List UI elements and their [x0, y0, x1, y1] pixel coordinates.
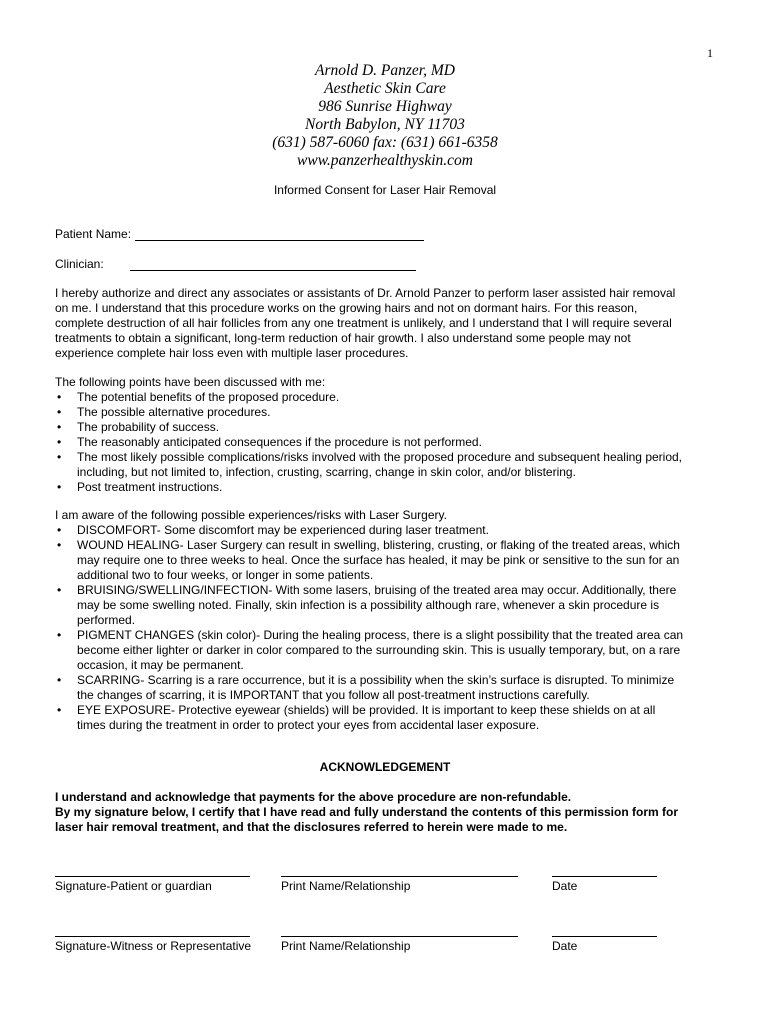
print-name-label-1: Print Name/Relationship	[281, 879, 411, 893]
witness-signature-label: Signature-Witness or Representative	[55, 939, 252, 953]
clinician-field[interactable]	[130, 270, 416, 271]
text-line: The reasonably anticipated consequences if the procedure is not performed.	[77, 435, 482, 449]
text-line: By my signature below, I certify that I have read and fully understand the contents of this permission form for	[55, 805, 678, 819]
bullet-icon: •	[57, 435, 62, 449]
bullet-icon: •	[57, 450, 62, 464]
discussed-list	[55, 390, 735, 495]
text-line: may require one to three weeks to heal. Once the surface has healed, it may be pink or sensitive to the sun for an	[77, 553, 680, 567]
text-line: The probability of success.	[77, 420, 220, 434]
text-line: BRUISING/SWELLING/INFECTION- With some lasers, bruising of the treated area may occur. Additionally, there	[77, 583, 677, 597]
patient-name-field[interactable]	[135, 240, 424, 241]
text-line: Post treatment instructions.	[77, 480, 223, 494]
risks-list	[55, 523, 735, 733]
text-line: performed.	[77, 613, 136, 627]
list-item	[55, 420, 735, 435]
date-label-2: Date	[552, 939, 578, 953]
text-line: additional two to four weeks, or longer in some patients.	[77, 568, 374, 582]
list-item	[55, 703, 735, 733]
text-line: EYE EXPOSURE- Protective eyewear (shields) will be provided. It is important to keep these shields on at all	[77, 703, 656, 717]
list-item	[55, 538, 735, 583]
list-item	[55, 583, 735, 628]
text-line: I understand and acknowledge that payments for the above procedure are non-refundable.	[55, 790, 572, 804]
bullet-icon: •	[57, 583, 62, 597]
list-item	[55, 628, 735, 673]
text-line: including, but not limited to, infection, crusting, scarring, change in skin color, and/or blistering.	[77, 465, 576, 479]
bullet-icon: •	[57, 420, 62, 434]
bullet-icon: •	[57, 405, 62, 419]
risks-section	[55, 508, 735, 733]
risks-intro: I am aware of the following possible experiences/risks with Laser Surgery.	[55, 508, 447, 522]
patient-signature-field[interactable]	[55, 876, 250, 877]
acknowledgement-heading: ACKNOWLEDGEMENT	[319, 760, 451, 774]
text-line: PIGMENT CHANGES (skin color)- During the healing process, there is a slight possibility that the treated area can	[77, 628, 684, 642]
print-name-field-1[interactable]	[281, 876, 518, 877]
phone-fax: (631) 587-6060 fax: (631) 661-6358	[272, 134, 498, 151]
text-line: laser hair removal treatment, and that the disclosures referred to herein were made to me.	[55, 820, 568, 834]
doctor-name: Arnold D. Panzer, MD	[315, 62, 455, 79]
bullet-icon: •	[57, 628, 62, 642]
text-line: I hereby authorize and direct any associates or assistants of Dr. Arnold Panzer to perform laser assisted hair removal	[55, 286, 676, 300]
bullet-icon: •	[57, 703, 62, 717]
clinician-label: Clinician:	[55, 257, 104, 271]
list-item	[55, 450, 735, 480]
date-label-1: Date	[552, 879, 578, 893]
text-line: The most likely possible complications/risks involved with the proposed procedure and subsequent healing period,	[77, 450, 683, 464]
list-item	[55, 480, 735, 495]
list-item	[55, 673, 735, 703]
text-line: The possible alternative procedures.	[77, 405, 271, 419]
street-address: 986 Sunrise Highway	[318, 98, 452, 115]
page-number: 1	[707, 46, 713, 60]
text-line: SCARRING- Scarring is a rare occurrence, but it is a possibility when the skin’s surface is disrupted. To minimize	[77, 673, 675, 687]
text-line: The potential benefits of the proposed procedure.	[77, 390, 340, 404]
text-line: complete destruction of all hair follicles from any one treatment is unlikely, and I understand that I will require several	[55, 316, 672, 330]
date-field-2[interactable]	[552, 936, 657, 937]
bullet-icon: •	[57, 390, 62, 404]
text-line: times during the treatment in order to protect your eyes from accidental laser exposure.	[77, 718, 540, 732]
witness-signature-field[interactable]	[55, 936, 250, 937]
text-line: on me. I understand that this procedure works on the growing hairs and not on dormant hairs. For this reason,	[55, 301, 638, 315]
bullet-icon: •	[57, 523, 62, 537]
website: www.panzerhealthyskin.com	[297, 152, 473, 169]
list-item	[55, 390, 735, 405]
city-state-zip: North Babylon, NY 11703	[305, 116, 465, 133]
acknowledgement-text	[55, 790, 735, 835]
list-item	[55, 523, 735, 538]
patient-name-label: Patient Name:	[55, 227, 132, 241]
text-line: occasion, it may be permanent.	[77, 658, 244, 672]
bullet-icon: •	[57, 538, 62, 552]
text-line: experience complete hair loss even with multiple laser procedures.	[55, 346, 409, 360]
text-line: WOUND HEALING- Laser Surgery can result in swelling, blistering, crusting, or flaking of the treated areas, which	[77, 538, 680, 552]
text-line: treatments to obtain a significant, long-term reduction of hair growth. I also understand some people may not	[55, 331, 631, 345]
list-item	[55, 435, 735, 450]
bullet-icon: •	[57, 673, 62, 687]
practice-name: Aesthetic Skin Care	[324, 80, 446, 97]
text-line: DISCOMFORT- Some discomfort may be experienced during laser treatment.	[77, 523, 489, 537]
text-line: may be some swelling noted. Finally, skin infection is a possibility although rare, whenever a skin procedure is	[77, 598, 660, 612]
print-name-field-2[interactable]	[281, 936, 518, 937]
patient-signature-label: Signature-Patient or guardian	[55, 879, 212, 893]
date-field-1[interactable]	[552, 876, 657, 877]
list-item	[55, 405, 735, 420]
print-name-label-2: Print Name/Relationship	[281, 939, 411, 953]
letterhead	[0, 62, 770, 170]
text-line: become either lighter or darker in color compared to the surrounding skin. This is usually temporary, but, on a rare	[77, 643, 681, 657]
form-title: Informed Consent for Laser Hair Removal	[273, 183, 497, 197]
discussed-section	[55, 375, 735, 495]
discussed-intro: The following points have been discussed with me:	[55, 375, 326, 389]
text-line: the changes of scarring, it is IMPORTANT that you follow all post-treatment instructions carefully.	[77, 688, 590, 702]
bullet-icon: •	[57, 480, 62, 494]
authorization-paragraph	[55, 286, 735, 361]
